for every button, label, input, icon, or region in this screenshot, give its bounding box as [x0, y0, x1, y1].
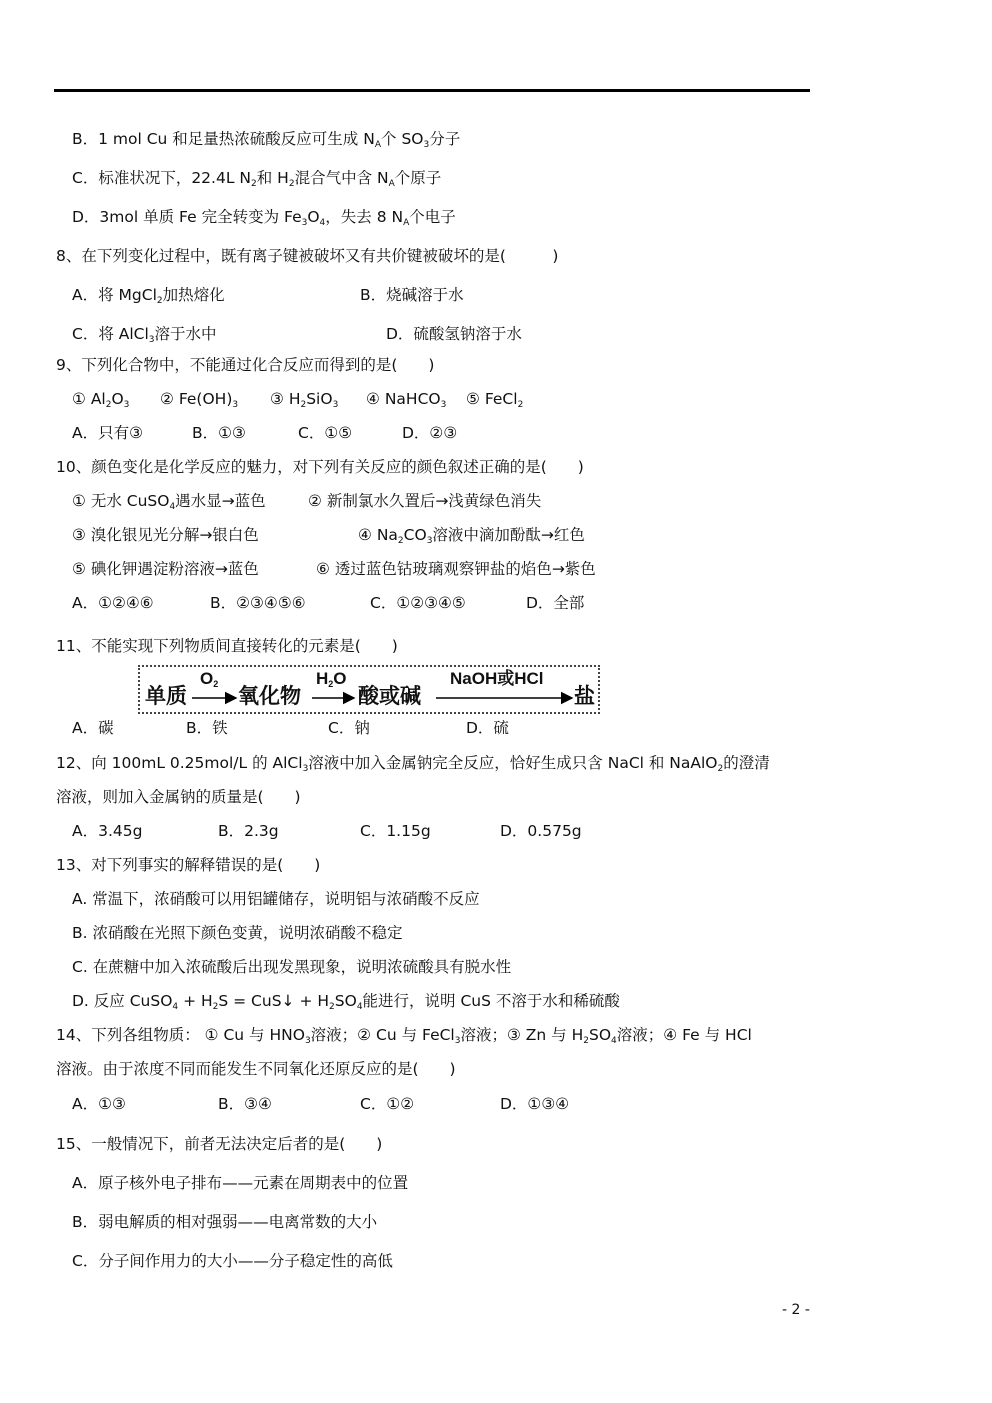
- q12-stem-line2: 溶液，则加入金属钠的质量是( ): [56, 788, 301, 806]
- q9-option-d: D．②③: [402, 424, 458, 442]
- q10-item-4: ④ $Na_2CO_3$溶液中滴加酚酞→红色: [358, 526, 585, 546]
- q12-option-a: A．3.45g: [72, 822, 143, 840]
- header-rule: [54, 89, 810, 92]
- q15-option-b: B．弱电解质的相对强弱——电离常数的大小: [72, 1213, 378, 1231]
- q13-option-b: B. 浓硝酸在光照下颜色变黄，说明浓硝酸不稳定: [72, 924, 403, 942]
- node-element: 单质: [145, 683, 187, 708]
- q9-stem: 9、下列化合物中，不能通过化合反应而得到的是( ): [56, 356, 435, 374]
- q15-stem: 15、一般情况下，前者无法决定后者的是( ): [56, 1135, 383, 1153]
- q9-option-c: C．①⑤: [298, 424, 353, 442]
- q12-option-c: C．1.15g: [360, 822, 431, 840]
- q11-option-c: C．钠: [328, 719, 370, 737]
- q7-option-b: B．1 mol Cu 和足量热浓硫酸反应可生成 $N_A$个 $SO_3$分子: [72, 130, 461, 150]
- q9-item-3: ③ $H_2SiO_3$: [270, 390, 339, 410]
- q14-option-b: B．③④: [218, 1095, 272, 1113]
- q9-item-2: ② $Fe(OH)_3$: [160, 390, 239, 410]
- q12-option-b: B．2.3g: [218, 822, 279, 840]
- q9-option-a: A．只有③: [72, 424, 143, 442]
- conversion-diagram: [138, 665, 600, 714]
- q7-option-c: C．标准状况下，22.4L $N_2$和 $H_2$混合气中含 $N_A$个原子: [72, 169, 442, 189]
- q9-item-5: ⑤ FeCl$_2$: [466, 390, 524, 410]
- q10-item-2: ② 新制氯水久置后→浅黄绿色消失: [308, 492, 542, 510]
- q8-option-a: A．将 MgCl$_2$加热熔化: [72, 286, 225, 306]
- q10-option-d: D．全部: [526, 594, 585, 612]
- node-salt: 盐: [574, 683, 595, 708]
- q13-option-d: D. 反应 CuSO$_4$ + $H_2S$ = CuS↓ + $H_2SO_4$能进行，说明 CuS 不溶于水和稀硫酸: [72, 992, 620, 1012]
- q13-stem: 13、对下列事实的解释错误的是( ): [56, 856, 321, 874]
- q11-option-a: A．碳: [72, 719, 114, 737]
- q11-option-d: D．硫: [466, 719, 509, 737]
- q8-option-d: D．硫酸氢钠溶于水: [386, 325, 522, 343]
- q10-item-1: ① 无水 CuSO$_4$遇水显→蓝色: [72, 492, 266, 512]
- q10-item-5: ⑤ 碘化钾遇淀粉溶液→蓝色: [72, 560, 259, 578]
- q8-option-c: C．将 AlCl$_3$溶于水中: [72, 325, 217, 345]
- q14-stem-line1: 14、下列各组物质： ① Cu 与 $HNO_3$溶液；② Cu 与 FeCl$_3$溶液；③ Zn 与 $H_2SO_4$溶液；④ Fe 与 HCl: [56, 1026, 752, 1046]
- q10-item-6: ⑥ 透过蓝色钴玻璃观察钾盐的焰色→紫色: [316, 560, 596, 578]
- q15-option-a: A．原子核外电子排布——元素在周期表中的位置: [72, 1174, 409, 1192]
- node-oxide: 氧化物: [238, 683, 301, 708]
- q8-option-b: B．烧碱溶于水: [360, 286, 464, 304]
- q7-option-d: D．3mol 单质 Fe 完全转变为 $Fe_3O_4$，失去 8 $N_A$个电子: [72, 208, 456, 228]
- q9-option-b: B．①③: [192, 424, 246, 442]
- q10-option-c: C．①②③④⑤: [370, 594, 466, 612]
- q10-option-b: B．②③④⑤⑥: [210, 594, 306, 612]
- q10-stem: 10、颜色变化是化学反应的魅力，对下列有关反应的颜色叙述正确的是( ): [56, 458, 584, 476]
- q12-stem-line1: 12、向 100mL 0.25mol/L 的 AlCl$_3$溶液中加入金属钠完全反应，恰好生成只含 NaCl 和 NaAlO$_2$的澄清: [56, 754, 770, 774]
- q11-option-b: B．铁: [186, 719, 228, 737]
- reagent-o2: $O_2$: [200, 669, 219, 689]
- q14-stem-line2: 溶液。由于浓度不同而能发生不同氧化还原反应的是( ): [56, 1060, 456, 1078]
- q13-option-a: A. 常温下，浓硝酸可以用铝罐储存，说明铝与浓硝酸不反应: [72, 890, 480, 908]
- reagent-naoh-hcl: NaOH或HCl: [450, 669, 544, 688]
- q14-option-d: D．①③④: [500, 1095, 570, 1113]
- q10-item-3: ③ 溴化银见光分解→银白色: [72, 526, 259, 544]
- page-number: - 2 -: [782, 1302, 810, 1318]
- q9-item-4: ④ NaHCO$_3$: [366, 390, 447, 410]
- q8-stem: 8、在下列变化过程中，既有离子键被破坏又有共价键被破坏的是( ): [56, 247, 559, 265]
- reagent-h2o: $H_2O$: [316, 669, 347, 689]
- q14-option-a: A．①③: [72, 1095, 126, 1113]
- q12-option-d: D．0.575g: [500, 822, 582, 840]
- q10-option-a: A．①②④⑥: [72, 594, 154, 612]
- q13-option-c: C. 在蔗糖中加入浓硫酸后出现发黑现象，说明浓硫酸具有脱水性: [72, 958, 512, 976]
- q15-option-c: C．分子间作用力的大小——分子稳定性的高低: [72, 1252, 393, 1270]
- q11-stem: 11、不能实现下列物质间直接转化的元素是( ): [56, 637, 398, 655]
- q14-option-c: C．①②: [360, 1095, 415, 1113]
- q9-item-1: ① $Al_2O_3$: [72, 390, 130, 410]
- node-acid-or-base: 酸或碱: [358, 683, 421, 708]
